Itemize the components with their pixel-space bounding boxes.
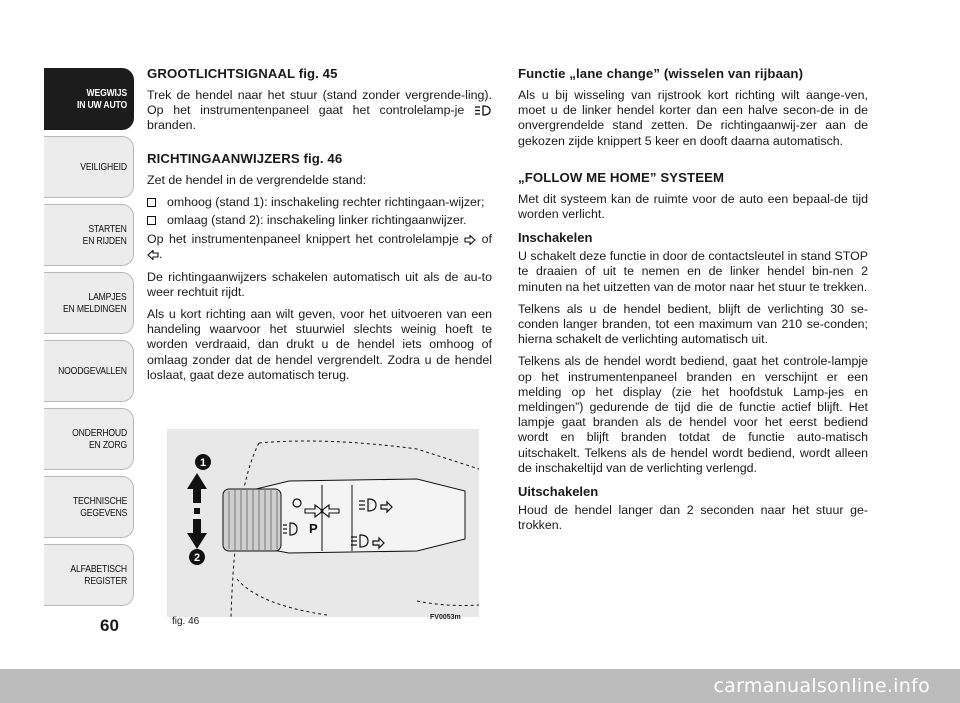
watermark-text[interactable]: carmanualsonline.info — [713, 675, 930, 697]
tab-lampjes[interactable] — [44, 272, 134, 334]
arrow-right-icon — [464, 235, 476, 245]
tab-technische[interactable] — [44, 476, 134, 538]
checkbox-bullet-icon — [147, 216, 156, 225]
tab-label: STARTEN EN RIJDEN — [83, 223, 127, 247]
paragraph-text: branden. — [147, 118, 196, 133]
tab-label: WEGWIJS IN UW AUTO — [76, 87, 127, 111]
high-beam-icon — [474, 105, 492, 116]
watermark-bar — [0, 669, 960, 703]
paragraph-text: Op het instrumentenpaneel knippert het controlelampje — [147, 232, 459, 247]
left-column — [147, 66, 492, 390]
tab-label: NOODGEVALLEN — [58, 365, 127, 377]
tab-alfabetisch[interactable] — [44, 544, 134, 606]
svg-text:P: P — [309, 521, 318, 536]
figure-code: FV0053m — [430, 614, 461, 621]
checkbox-bullet-icon — [147, 198, 156, 207]
paragraph: U schakelt deze functie in door de contactsleutel in stand STOP te draaien of uit te nemen en de linker hendel bin-nen 2 minuten na het uitzetten van de motor naar het stuur te trekken. — [518, 249, 868, 294]
paragraph: Telkens als de hendel wordt bediend, gaat het controle-lampje op het instrumentenpaneel branden en verschijnt er een melding op het display (zie het hoofdstuk Lamp-jes en meldingen”) gedurende de tijd die de functie actief blijft. Het lampje gaat branden als de hendel voor het eerst bediend wordt en blijft branden totdat de functie auto-matisch uitschakelt. Telkens als de hendel wordt bediend, wordt alleen de inschakeltijd van de verlichting verlengd. — [518, 354, 868, 475]
heading-lane-change: Functie „lane change” (wisselen van rijbaan) — [518, 66, 804, 81]
paragraph: Telkens als u de hendel bedient, blijft de verlichting 30 se-conden langer branden, tot een maximum van 210 se-conden; hierna schakelt de verlichting automatisch uit. — [518, 301, 868, 347]
paragraph-text: Trek de hendel naar het stuur (stand zonder vergrende-ling). Op het instrumentenpaneel gaat het controlelamp-je — [147, 88, 492, 118]
page-number: 60 — [100, 616, 119, 635]
paragraph: Zet de hendel in de vergrendelde stand: — [147, 172, 367, 187]
tab-veiligheid[interactable] — [44, 136, 134, 198]
tab-label: VEILIGHEID — [80, 161, 127, 173]
tab-label: TECHNISCHE GEGEVENS — [72, 495, 127, 519]
paragraph: Met dit systeem kan de ruimte voor de auto een bepaal-de tijd worden verlicht. — [518, 191, 868, 222]
list-item — [147, 195, 492, 210]
tab-label: ONDERHOUD EN ZORG — [72, 427, 127, 451]
tab-starten[interactable] — [44, 204, 134, 266]
paragraph: Als u bij wisseling van rijstrook kort richting wilt aange-ven, moet u de linker hendel korter dan een halve secon-de in de onvergrendelde stand zetten. De richtingaanwij-zer aan de gekozen zijde knippert 5 keer en dooft daarna automatisch. — [518, 88, 868, 148]
heading-richtingaanwijzers: RICHTINGAANWIJZERS fig. 46 — [147, 150, 343, 166]
lever-illustration — [167, 429, 479, 617]
marker-2: 2 — [193, 552, 201, 564]
paragraph-text: . — [159, 247, 163, 262]
list-item — [147, 213, 492, 228]
list-item-text: omlaag (stand 2): inschakeling linker richtingaanwijzer. — [167, 213, 467, 228]
right-column — [518, 66, 868, 540]
figure-caption: fig. 46 — [172, 616, 200, 627]
tab-label: LAMPJES EN MELDINGEN — [63, 291, 127, 315]
tab-wegwijs[interactable] — [44, 68, 134, 130]
bullet-list — [147, 195, 492, 228]
paragraph — [147, 232, 492, 262]
subheading-uitschakelen: Uitschakelen — [518, 484, 599, 500]
paragraph — [147, 88, 492, 134]
heading-grootlichtsignaal: GROOTLICHTSIGNAAL fig. 45 — [147, 66, 338, 81]
subheading-inschakelen: Inschakelen — [518, 230, 593, 246]
tab-onderhoud[interactable] — [44, 408, 134, 470]
marker-1: 1 — [199, 457, 207, 469]
arrow-left-icon — [147, 250, 159, 260]
paragraph: Houd de hendel langer dan 2 seconden naar het stuur ge-trokken. — [518, 503, 868, 533]
paragraph: De richtingaanwijzers schakelen automatisch uit als de au-to weer rechtuit rijdt. — [147, 269, 492, 299]
tab-label: ALFABETISCH REGISTER — [70, 563, 127, 587]
paragraph: Als u kort richting aan wilt geven, voor het uitvoeren van een handeling waarvoor het stuurwiel slechts weinig hoeft te worden verdraaid, dan drukt u de hendel iets omhoog of omlaag zonder dat de hendel vergrendelt. Zodra u de hendel loslaat, gaat deze automatisch terug. — [147, 307, 492, 382]
tab-noodgevallen[interactable] — [44, 340, 134, 402]
paragraph-text: of — [481, 232, 492, 247]
list-item-text: omhoog (stand 1): inschakeling rechter richtingaan-wijzer; — [167, 194, 485, 209]
figure-46-lever — [167, 429, 479, 617]
heading-follow-me-home: „FOLLOW ME HOME” SYSTEEM — [518, 169, 725, 185]
